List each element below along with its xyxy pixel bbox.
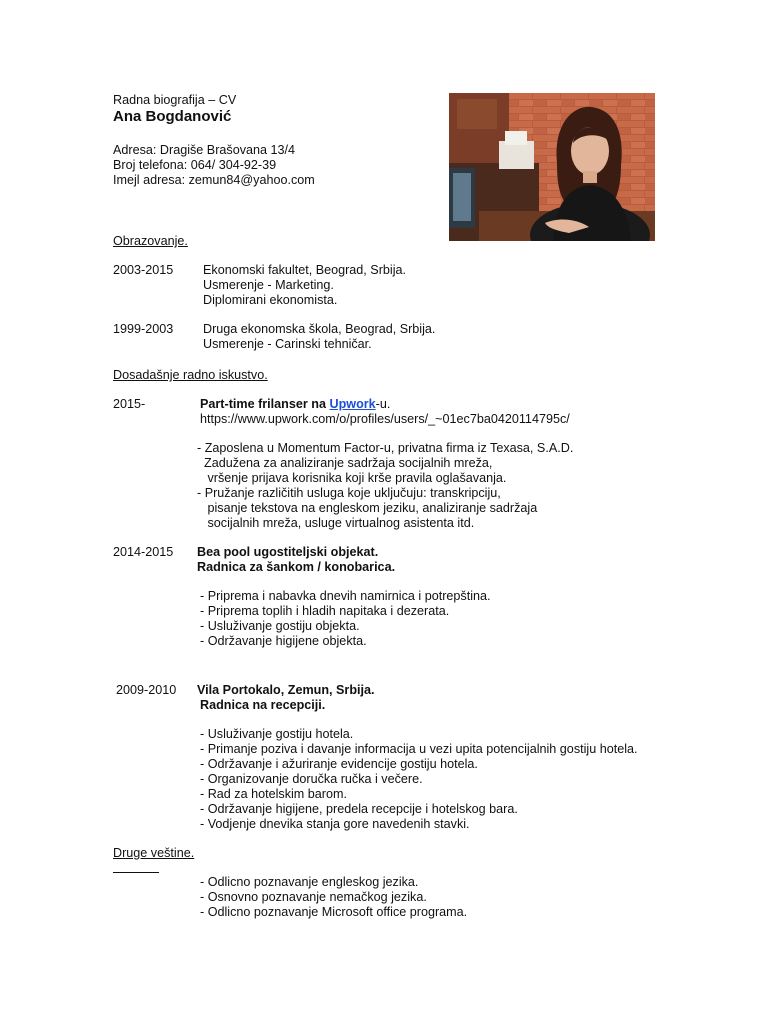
- education-years-2: 1999-2003: [113, 322, 174, 336]
- address-line: Adresa: Dragiše Brašovana 13/4: [113, 143, 296, 157]
- education-heading: Obrazovanje.: [113, 234, 188, 248]
- education-years-1: 2003-2015: [113, 263, 174, 277]
- skill-item: - Osnovno poznavanje nemačkog jezika.: [200, 890, 427, 904]
- experience-title-1: [200, 397, 390, 411]
- detail-line: - Zaposlena u Momentum Factor-u, privatna firma iz Texasa, S.A.D.: [197, 441, 574, 455]
- detail-line: - Održavanje higijene objekta.: [200, 634, 367, 648]
- experience-title-3: [197, 683, 375, 713]
- profile-photo: [449, 93, 655, 241]
- detail-line: Zadužena za analiziranje sadržaja socijalnih mreža,: [197, 456, 493, 470]
- phone-line: Broj telefona: 064/ 304-92-39: [113, 158, 277, 172]
- skills-heading: Druge veštine.: [113, 846, 195, 860]
- experience-heading: Dosadašnje radno iskustvo.: [113, 368, 268, 382]
- experience-years-2: 2014-2015: [113, 545, 174, 559]
- detail-line: - Rad za hotelskim barom.: [200, 787, 347, 801]
- detail-line: socijalnih mreža, usluge virtualnog asistenta itd.: [197, 516, 475, 530]
- job-title-line: Radnica na recepciji.: [200, 698, 326, 712]
- upwork-profile-url[interactable]: https://www.upwork.com/o/profiles/users/_~01ec7ba0420114795c/: [200, 412, 570, 426]
- experience-years-1: 2015-: [113, 397, 146, 411]
- education-entry-1: [203, 263, 406, 308]
- cv-subtitle: Radna biografija – CV: [113, 93, 237, 107]
- detail-line: - Priprema i nabavka dnevih namirnica i potrepština.: [200, 589, 491, 603]
- skills-divider: [113, 872, 159, 873]
- upwork-link[interactable]: Upwork: [329, 397, 376, 411]
- detail-line: - Organizovanje doručka ručka i večere.: [200, 772, 423, 786]
- detail-line: - Usluživanje gostiju objekta.: [200, 619, 360, 633]
- job-title-prefix: Part-time frilanser na: [200, 397, 330, 411]
- profile-photo-image: [449, 93, 655, 241]
- detail-line: vršenje prijava korisnika koji krše pravila oglašavanja.: [197, 471, 507, 485]
- education-entry-2: [203, 322, 435, 352]
- detail-line: - Priprema toplih i hladih napitaka i dezerata.: [200, 604, 450, 618]
- job-title-suffix: -u.: [375, 397, 391, 411]
- education-line: Druga ekonomska škola, Beograd, Srbija.: [203, 322, 436, 336]
- experience-details-2: [200, 589, 491, 649]
- skill-item: - Odlicno poznavanje Microsoft office programa.: [200, 905, 468, 919]
- detail-line: pisanje tekstova na engleskom jeziku, analiziranje sadržaja: [197, 501, 538, 515]
- education-line: Diplomirani ekonomista.: [203, 293, 338, 307]
- detail-line: - Održavanje i ažuriranje evidencije gostiju hotela.: [200, 757, 478, 771]
- experience-years-3: 2009-2010: [116, 683, 177, 697]
- skills-list: [200, 875, 467, 920]
- contact-block: [113, 143, 315, 188]
- skill-item: - Odlicno poznavanje engleskog jezika.: [200, 875, 419, 889]
- full-name: Ana Bogdanović: [113, 108, 232, 125]
- experience-details-1: [197, 441, 573, 531]
- detail-line: - Primanje poziva i davanje informacija u vezi upita potencijalnih gostiju hotela.: [200, 742, 638, 756]
- email-line: Imejl adresa: zemun84@yahoo.com: [113, 173, 315, 187]
- experience-details-3: [200, 727, 638, 832]
- education-line: Usmerenje - Marketing.: [203, 278, 334, 292]
- detail-line: - Održavanje higijene, predela recepcije i hotelskog bara.: [200, 802, 518, 816]
- detail-line: - Usluživanje gostiju hotela.: [200, 727, 354, 741]
- detail-line: - Vodjenje dnevika stanja gore navedenih stavki.: [200, 817, 470, 831]
- detail-line: - Pružanje različitih usluga koje uključuju: transkripciju,: [197, 486, 501, 500]
- job-title-line: Bea pool ugostiteljski objekat.: [197, 545, 379, 559]
- education-line: Usmerenje - Carinski tehničar.: [203, 337, 372, 351]
- experience-title-2: [197, 545, 395, 575]
- job-title-line: Vila Portokalo, Zemun, Srbija.: [197, 683, 375, 697]
- education-line: Ekonomski fakultet, Beograd, Srbija.: [203, 263, 407, 277]
- job-title-line: Radnica za šankom / konobarica.: [197, 560, 396, 574]
